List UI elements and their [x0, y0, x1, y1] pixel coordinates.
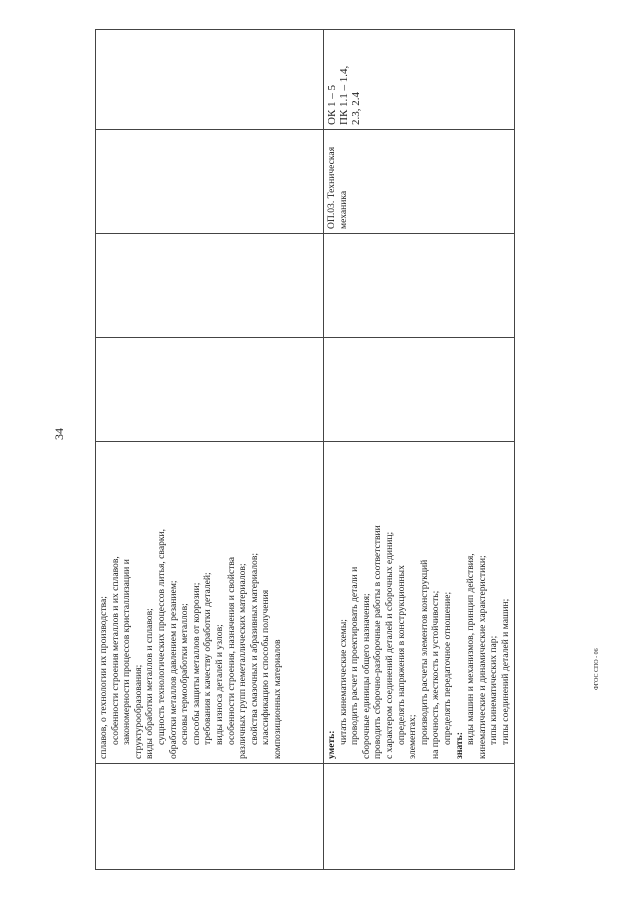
competency-table [95, 29, 515, 870]
text-line: определять передаточное отношение; [441, 591, 453, 745]
cell-skills-knowledge [324, 442, 515, 764]
text-line: кинематические и динамические характеристики; [476, 555, 488, 759]
text-line: виды износа деталей и узлов; [213, 624, 225, 745]
text-line: закономерности процессов кристаллизации и [121, 559, 133, 745]
cell-index [324, 764, 515, 870]
text-line: основы термообработки металлов; [179, 603, 191, 745]
text-line: сплавов, о технологии их производства; [98, 596, 109, 759]
text-line: типы кинематических пар; [488, 635, 500, 745]
cell-hours-max [96, 338, 324, 442]
text-line: сущность технологических процессов литья, сварки, [155, 528, 167, 745]
text-line: виды обработки металлов и сплавов; [144, 608, 156, 759]
text-line: проводить расчет и проектировать детали и [349, 566, 361, 745]
text-line: с характером соединений деталей и сборочных единиц; [383, 531, 395, 759]
cell-hours-max [324, 338, 515, 442]
text-line: на прочность, жесткость и устойчивость; [430, 590, 442, 759]
table-row [324, 30, 515, 870]
cell-hours-mandatory [324, 234, 515, 338]
text-line: производить расчеты элементов конструкций [418, 559, 430, 745]
cell-competencies [324, 30, 515, 130]
text-line: ОК 1 – 5 [326, 84, 338, 125]
text-line: композиционных материалов [271, 639, 283, 759]
text-line: способы защиты металлов от коррозии; [190, 582, 202, 745]
text-line: виды машин и механизмов, принцип действия, [465, 553, 477, 745]
cell-hours-mandatory [96, 234, 324, 338]
text-line: типы соединений деталей и машин; [499, 598, 511, 745]
cell-competencies [96, 30, 324, 130]
text-line: 2.3, 2.4 [350, 92, 362, 125]
table-row [96, 30, 324, 870]
footer-standard: ФГОС СПО - 06 [594, 648, 600, 690]
text-line: классификацию и способы получения [260, 589, 272, 745]
cell-discipline: ОП.03. Техническая механика [324, 130, 515, 234]
heading-znat: знать: [453, 732, 465, 759]
heading-umet: уметь: [326, 730, 337, 759]
rotated-table-wrapper [95, 30, 511, 870]
text-line: особенности строения, назначения и свойства [225, 556, 237, 745]
page-number: 34 [52, 428, 66, 440]
text-line: проводить сборочно-разборочные работы в соответствии [372, 525, 384, 759]
cell-knowledge [96, 442, 324, 764]
text-line: обработки металлов давлением и резанием; [167, 580, 179, 759]
text-line: различных групп неметаллических материалов; [237, 563, 249, 759]
cell-discipline [96, 130, 324, 234]
text-line: читать кинематические схемы; [337, 619, 349, 745]
text-line: структурообразования; [132, 664, 144, 759]
text-line: ПК 1.1 – 1.4, [338, 65, 350, 125]
text-line: элементах; [407, 714, 419, 759]
text-line: особенности строения металлов и их сплавов, [109, 556, 121, 745]
text-line: требования к качеству обработки деталей; [202, 572, 214, 745]
cell-index [96, 764, 324, 870]
text-line: свойства смазочных и абразивных материалов; [248, 552, 260, 745]
text-line: сборочные единицы общего назначения; [360, 593, 372, 759]
text-line: определять напряжения в конструкционных [395, 565, 407, 745]
